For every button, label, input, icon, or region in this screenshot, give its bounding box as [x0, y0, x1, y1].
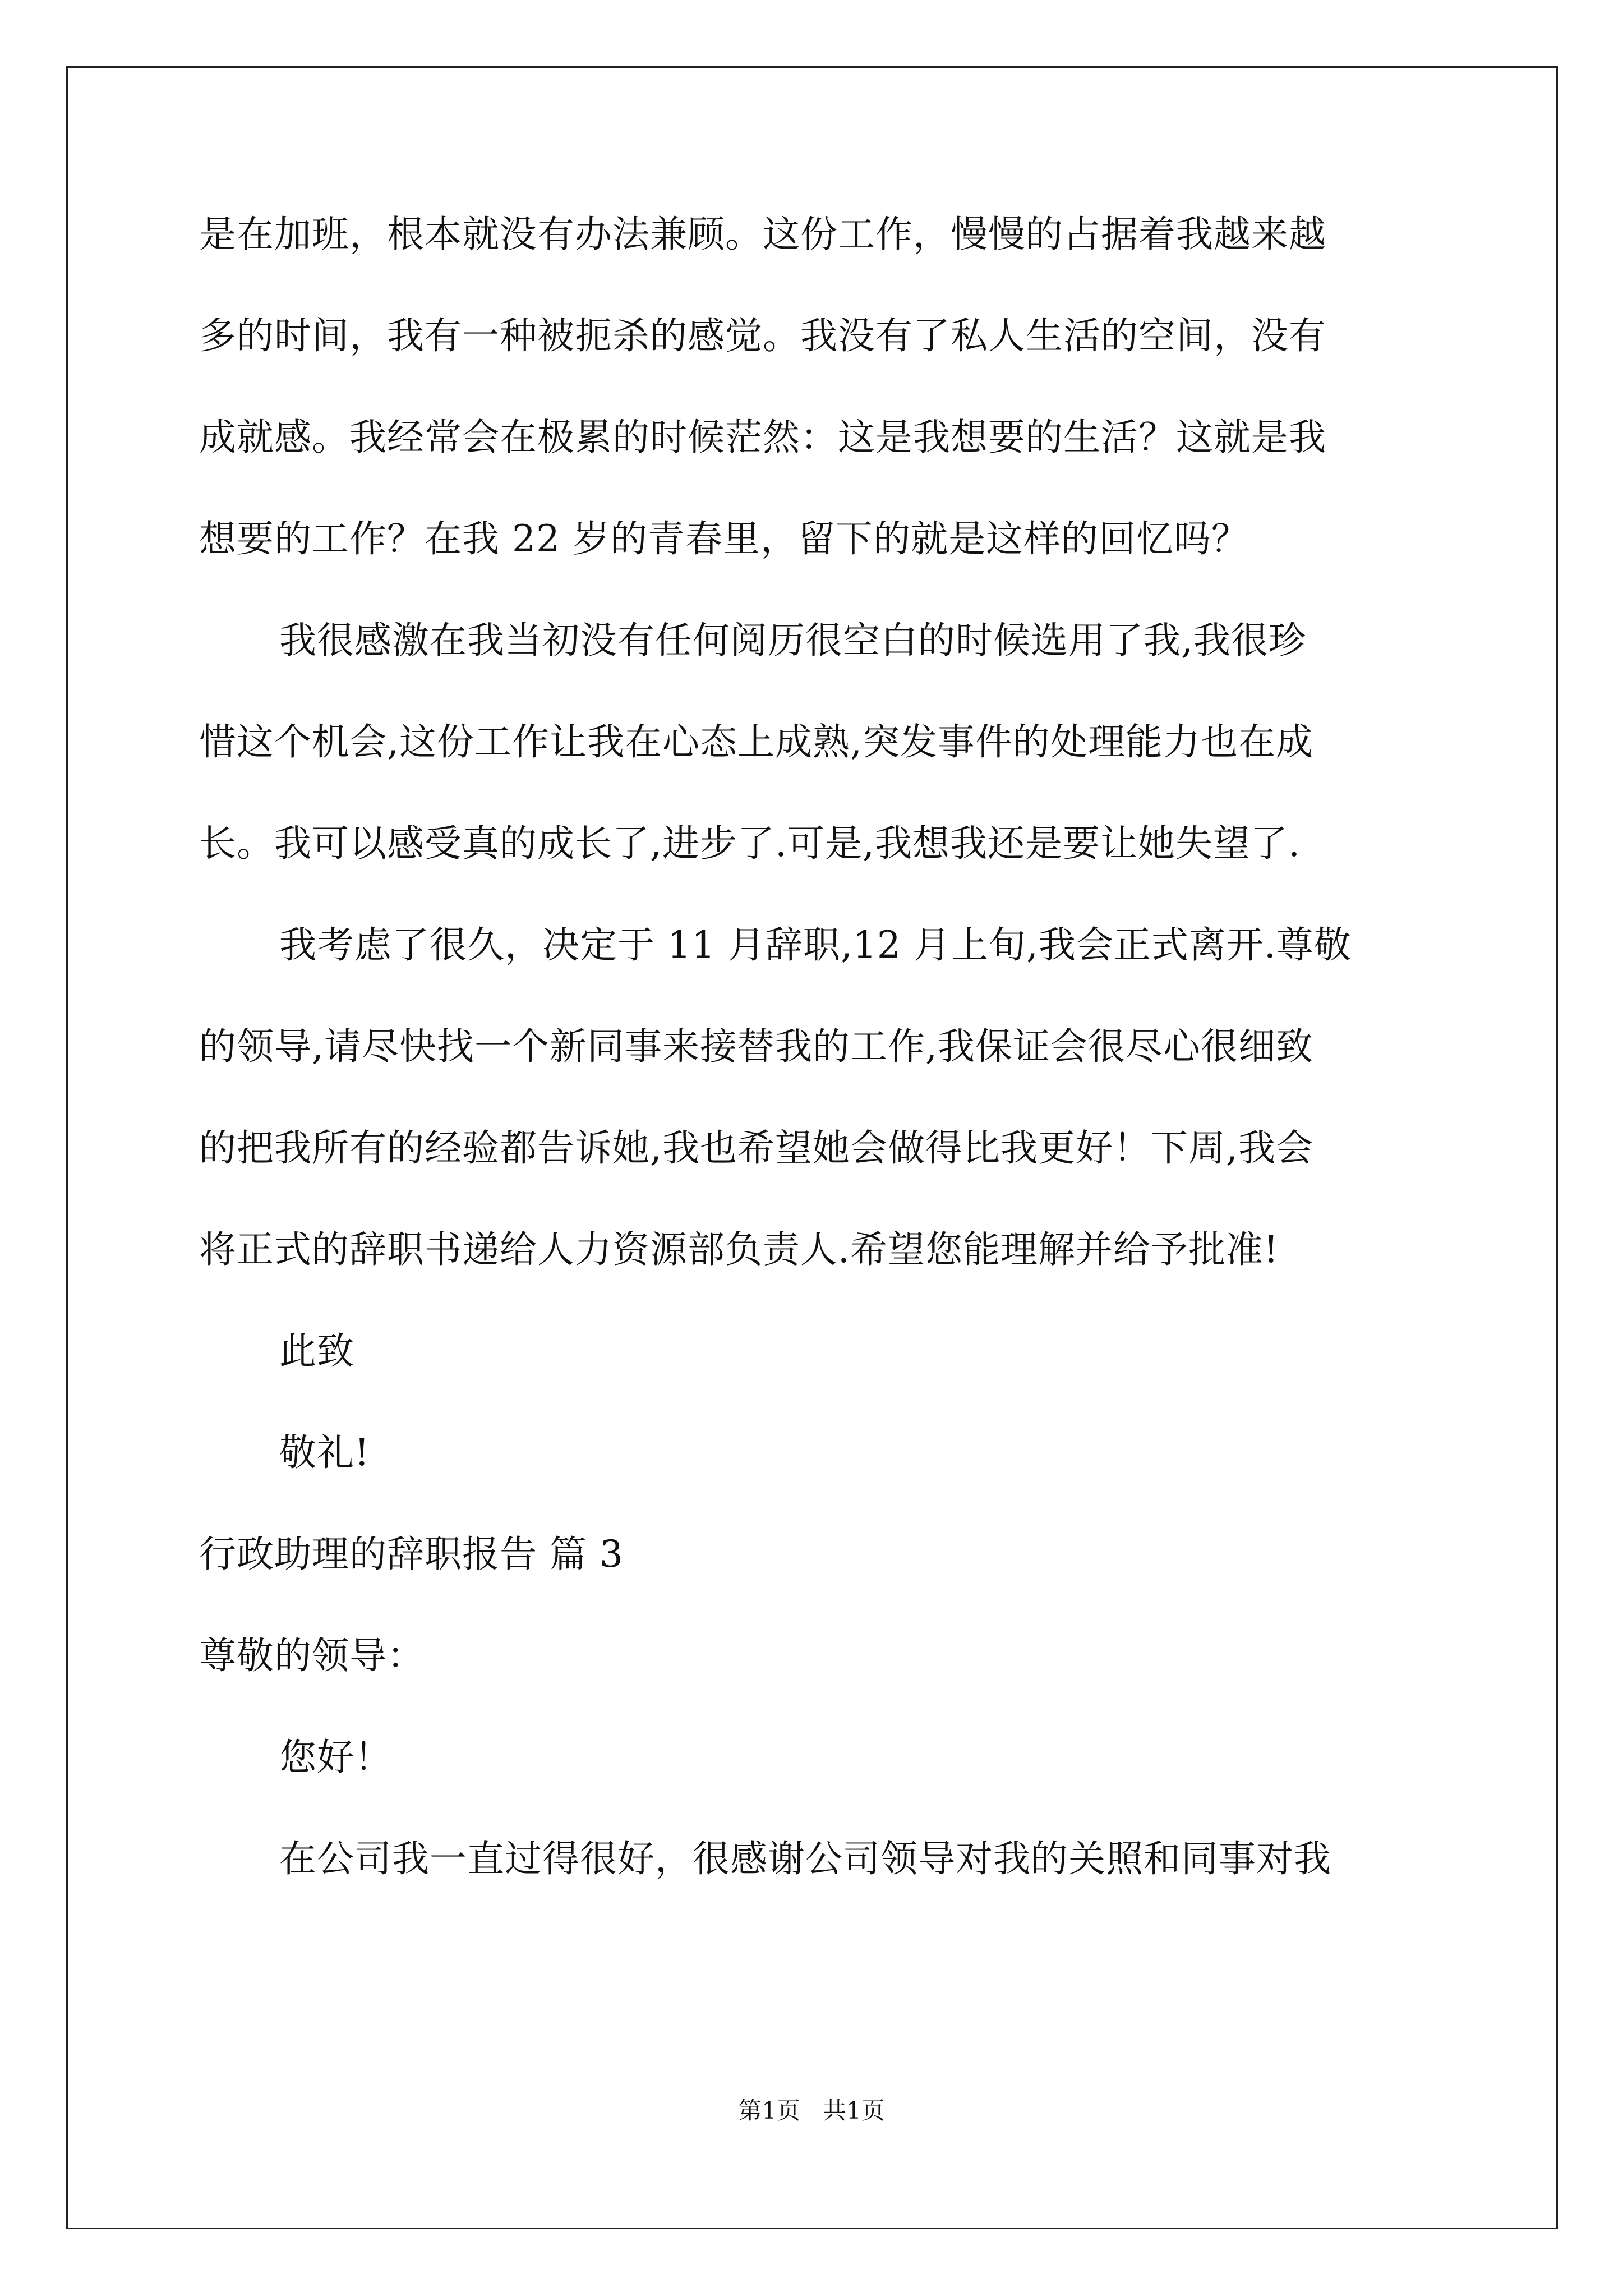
- paragraph-line: 成就感。我经常会在极累的时候茫然：这是我想要的生活？这就是我: [199, 416, 1326, 459]
- paragraph-line: 的把我所有的经验都告诉她,我也希望她会做得比我更好！下周,我会: [199, 1126, 1313, 1170]
- paragraph-line: 想要的工作？在我 22 岁的青春里，留下的就是这样的回忆吗？: [199, 517, 1249, 560]
- paragraph-line: 惜这个机会,这份工作让我在心态上成熟,突发事件的处理能力也在成: [199, 720, 1313, 763]
- paragraph-line: 多的时间，我有一种被扼杀的感觉。我没有了私人生活的空间，没有: [199, 314, 1326, 357]
- paragraph-line: 在公司我一直过得很好，很感谢公司领导对我的关照和同事对我: [279, 1837, 1331, 1880]
- paragraph-line: 是在加班，根本就没有办法兼顾。这份工作，慢慢的占据着我越来越: [199, 213, 1326, 256]
- letter-hello: 您好！: [279, 1736, 392, 1779]
- closing-salutation: 此致: [279, 1329, 354, 1373]
- paragraph-line: 长。我可以感受真的成长了,进步了.可是,我想我还是要让她失望了.: [199, 822, 1301, 865]
- closing-regards: 敬礼!: [279, 1431, 370, 1474]
- paragraph-line: 将正式的辞职书递给人力资源部负责人.希望您能理解并给予批准!: [199, 1228, 1279, 1271]
- paragraph-line: 我考虑了很久，决定于 11 月辞职,12 月上旬,我会正式离开.尊敬: [279, 923, 1352, 967]
- page-footer: 第1页 共1页: [738, 2097, 885, 2124]
- paragraph-line: 的领导,请尽快找一个新同事来接替我的工作,我保证会很尽心很细致: [199, 1025, 1313, 1068]
- letter-greeting: 尊敬的领导：: [199, 1634, 425, 1677]
- section-heading: 行政助理的辞职报告 篇 3: [199, 1533, 624, 1576]
- paragraph-line: 我很感激在我当初没有任何阅历很空白的时候选用了我,我很珍: [279, 619, 1306, 662]
